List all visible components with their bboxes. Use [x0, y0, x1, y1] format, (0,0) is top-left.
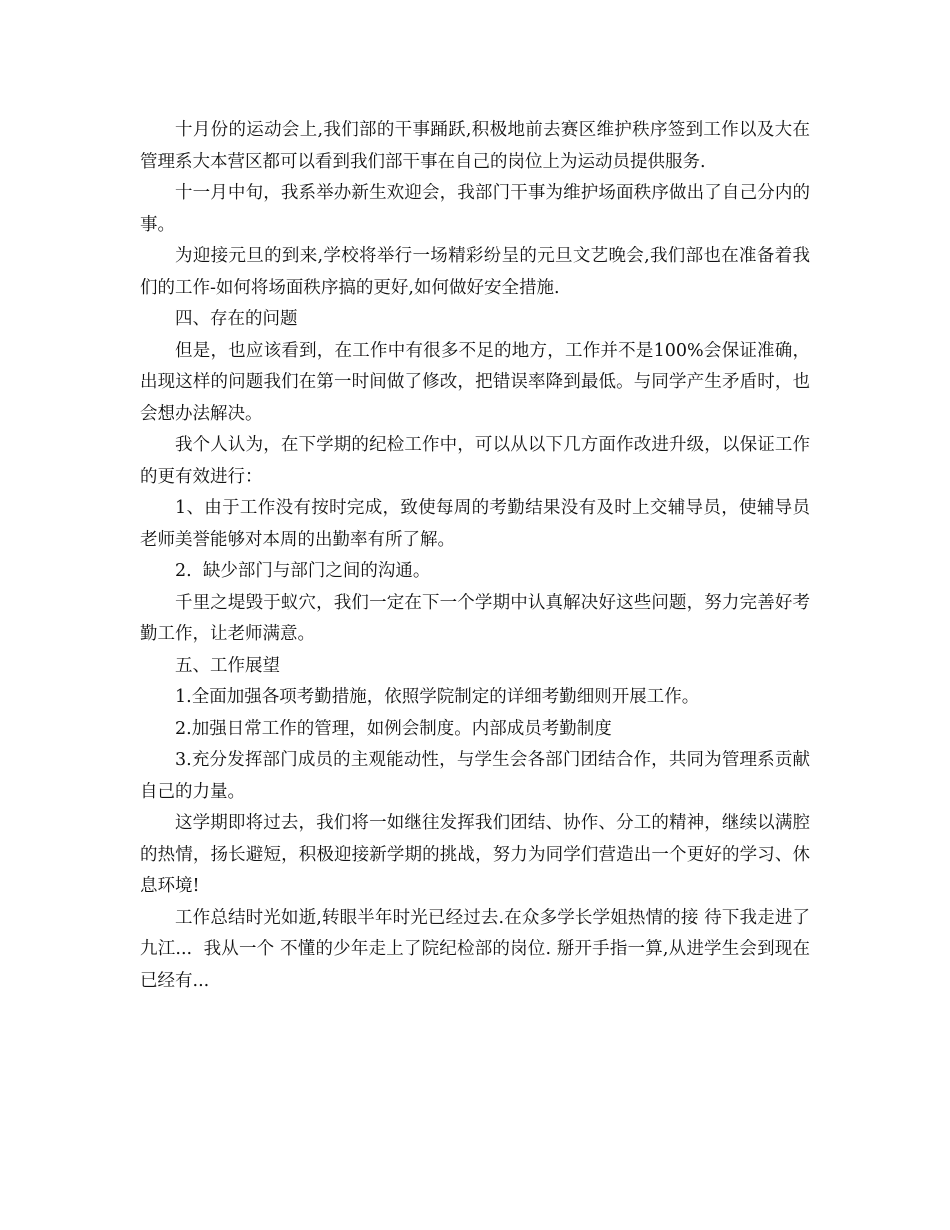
paragraph-sports-meet: 十月份的运动会上,我们部的干事踊跃,积极地前去赛区维护秩序签到工作以及大在管理系大本营区都可以看到我们部干事在自己的岗位上为运动员提供服务. [140, 120, 810, 172]
paragraph-new-year-gala: 为迎接元旦的到来,学校将举行一场精彩纷呈的元旦文艺晚会,我们部也在准备着我们的工作-如何将场面秩序搞的更好,如何做好安全措施. [140, 246, 810, 298]
paragraph-summary-excerpt: 工作总结时光如逝,转眼半年时光已经过去.在众多学长学姐热情的接 待下我走进了九江... 我从一个 不懂的少年走上了院纪检部的岗位. 掰开手指一算,从进学生会到现在已经有... [140, 907, 810, 991]
paragraph-resolution: 千里之堤毁于蚁穴，我们一定在下一个学期中认真解决好这些问题，努力完善好考勤工作，让老师满意。 [140, 592, 810, 644]
list-item-outlook-3: 3.充分发挥部门成员的主观能动性，与学生会各部门团结合作，共同为管理系贡献自己的力量。 [140, 750, 810, 802]
paragraph-personal-view: 我个人认为，在下学期的纪检工作中，可以从以下几方面作改进升级，以保证工作的更有效进行： [140, 435, 810, 487]
list-item-outlook-1: 1.全面加强各项考勤措施，依照学院制定的详细考勤细则开展工作。 [175, 687, 700, 707]
paragraph-welcome-party: 十一月中旬，我系举办新生欢迎会，我部门干事为维护场面秩序做出了自己分内的事。 [140, 183, 810, 235]
paragraph-shortcomings: 但是，也应该看到，在工作中有很多不足的地方，工作并不是100%会保证准确，出现这样的问题我们在第一时间做了修改，把错误率降到最低。与同学产生矛盾时，也会想办法解决。 [140, 340, 810, 424]
section-heading-problems: 四、存在的问题 [175, 309, 298, 329]
list-item-outlook-2: 2.加强日常工作的管理，如例会制度。内部成员考勤制度 [175, 718, 612, 739]
list-item-problem-1: 1、由于工作没有按时完成，致使每周的考勤结果没有及时上交辅导员，使辅导员老师美誉能够对本周的出勤率有所了解。 [140, 498, 810, 550]
document-body [140, 115, 810, 997]
paragraph-closing: 这学期即将过去，我们将一如继往发挥我们团结、协作、分工的精神，继续以满腔的热情，扬长避短，积极迎接新学期的挑战，努力为同学们营造出一个更好的学习、休息环境! [140, 813, 810, 896]
section-heading-outlook: 五、工作展望 [175, 655, 280, 676]
list-item-problem-2: 2. 缺少部门与部门之间的沟通。 [175, 561, 431, 581]
